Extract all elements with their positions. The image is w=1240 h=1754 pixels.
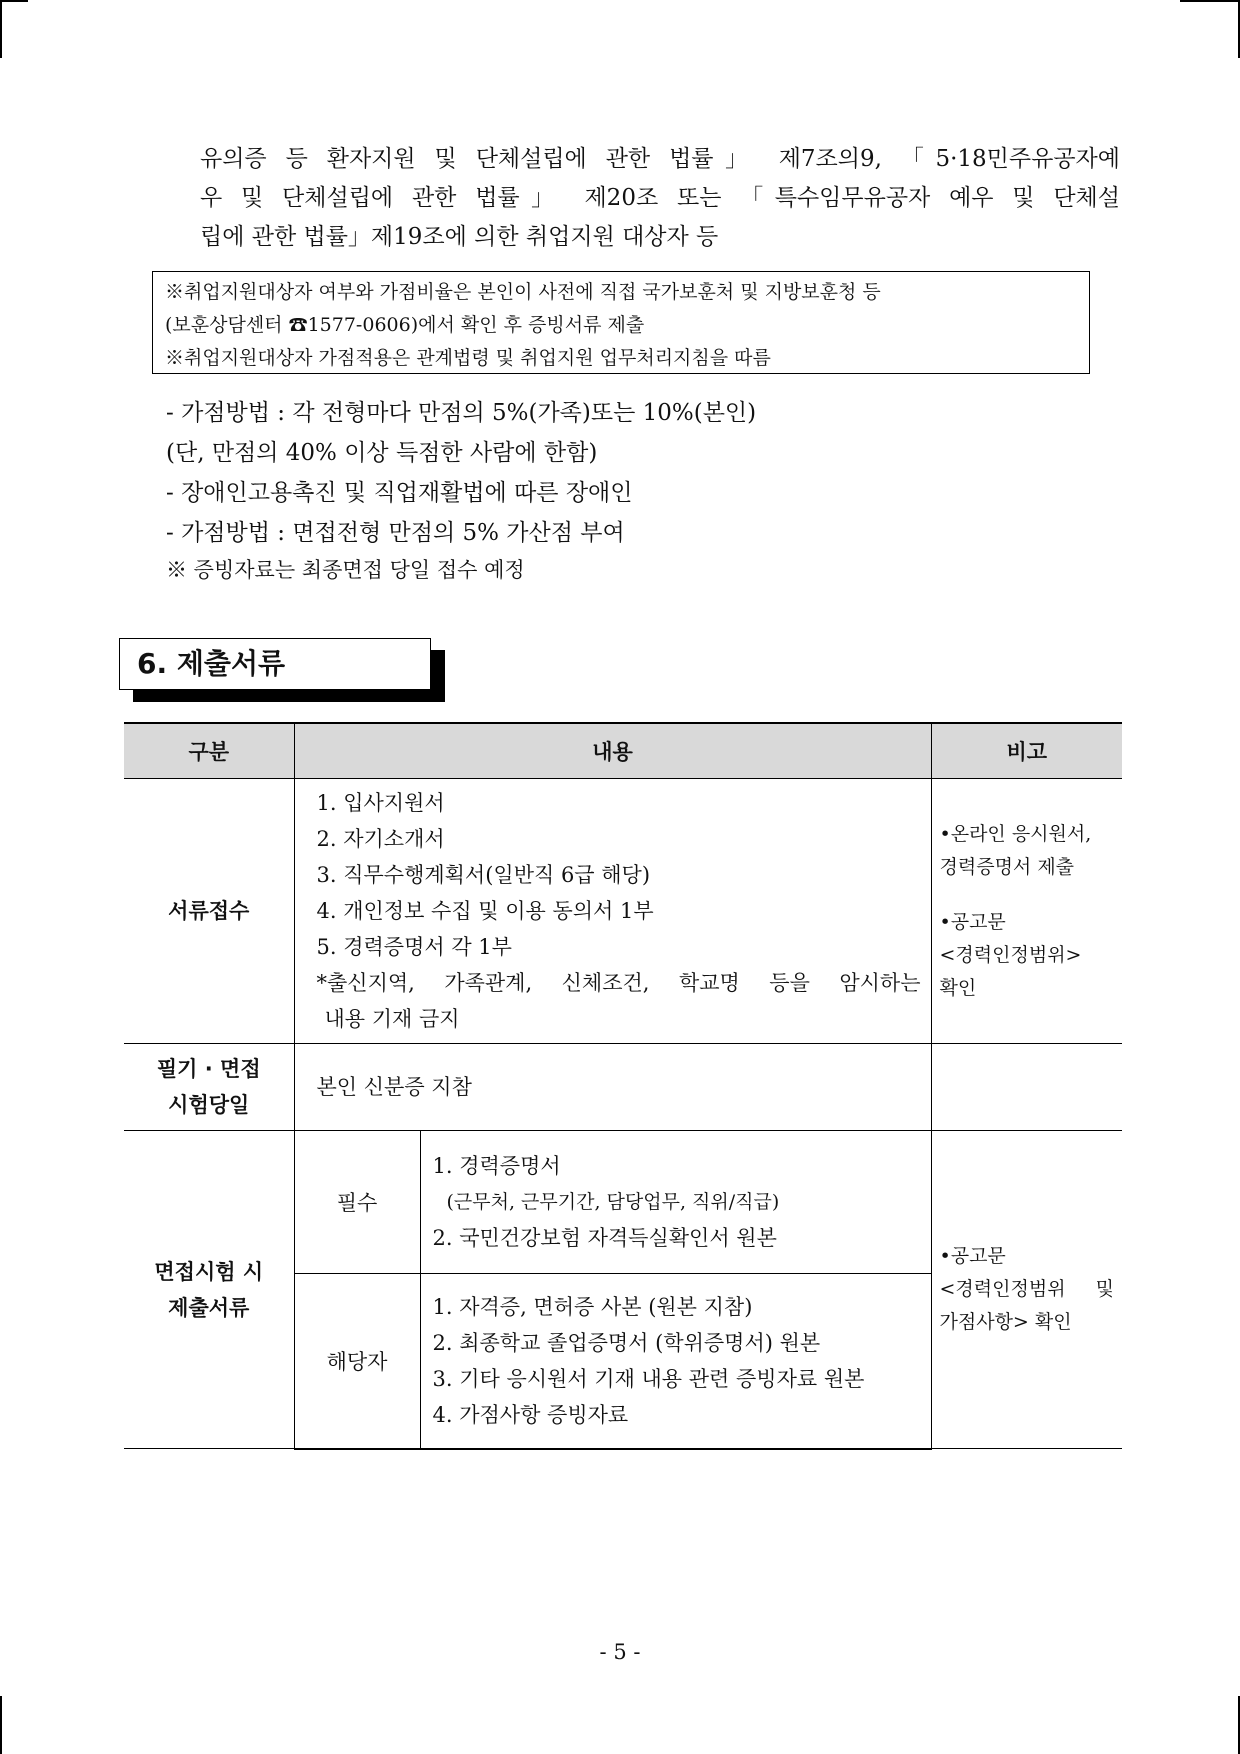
- crop-mark-top-left-h: [0, 0, 28, 2]
- remark-line: •공고문: [939, 1245, 1006, 1267]
- remark-line: 확인: [939, 976, 977, 999]
- list-item: (근무처, 근무기간, 담당업무, 직위/직급): [446, 1191, 780, 1213]
- sub-label-applicable: 해당자: [294, 1274, 420, 1449]
- row-label-line: 면접시험 시: [154, 1259, 264, 1284]
- bullet-item: - 장애인고용촉진 및 직업재활법에 따른 장애인: [166, 480, 633, 506]
- row-label-line: 제출서류: [168, 1295, 250, 1320]
- remark-line: 경력증명서 제출: [939, 855, 1075, 878]
- bullet-item: ※ 증빙자료는 최종면접 당일 접수 예정: [166, 558, 525, 582]
- remark-line: <경력인정범위>: [939, 943, 1082, 966]
- remark-line: <경력인정범위 및: [939, 1278, 1115, 1300]
- row-label-line: 시험당일: [168, 1093, 250, 1117]
- documents-list: [294, 779, 931, 1044]
- crop-mark-bottom-left: [0, 1696, 2, 1754]
- crop-mark-top-left: [0, 0, 2, 58]
- applicable-list: [420, 1274, 931, 1449]
- notice-line: ※취업지원대상자 여부와 가점비율은 본인이 사전에 직접 국가보훈처 및 지방보훈청 등: [165, 281, 881, 303]
- intro-line: 립에 관한 법률」제19조에 의한 취업지원 대상자 등: [200, 224, 719, 250]
- row-label-line: 필기 · 면접: [156, 1057, 261, 1081]
- section-heading: 6. 제출서류: [119, 638, 431, 690]
- list-item: 2. 자기소개서: [316, 827, 445, 851]
- documents-table: [124, 722, 1122, 1450]
- row-label-interview: [124, 1131, 294, 1449]
- list-item: 5. 경력증명서 각 1부: [316, 935, 512, 959]
- table-header-row: [124, 723, 1122, 779]
- remark-line: •온라인 응시원서,: [939, 822, 1092, 845]
- list-item: 3. 기타 응시원서 기재 내용 관련 증빙자료 원본: [432, 1366, 865, 1391]
- list-item: 1. 경력증명서: [432, 1154, 561, 1178]
- header-category: 구분: [124, 723, 294, 779]
- sub-label-required: 필수: [294, 1131, 420, 1274]
- remark-spacer: [940, 884, 1115, 906]
- intro-line: 우 및 단체설립에 관한 법률」 제20조 또는 「특수임무유공자 예우 및 단체설: [200, 185, 1120, 211]
- list-item: 내용 기재 금지: [324, 1007, 460, 1031]
- notice-box: [152, 271, 1090, 374]
- list-item: 1. 입사지원서: [316, 791, 445, 815]
- exam-day-content: [294, 1044, 931, 1131]
- header-remarks: 비고: [931, 723, 1122, 779]
- notice-line: ※취업지원대상자 가점적용은 관계법령 및 취업지원 업무처리지침을 따름: [165, 347, 771, 369]
- table-row-interview-required: [124, 1131, 1122, 1274]
- table-row-documents: [124, 779, 1122, 1044]
- header-content: 내용: [294, 723, 931, 779]
- list-item: 2. 국민건강보험 자격득실확인서 원본: [432, 1226, 777, 1250]
- crop-mark-top-right-h: [1180, 0, 1240, 2]
- bullet-item: - 가점방법 : 각 전형마다 만점의 5%(가족)또는 10%(본인): [166, 400, 757, 426]
- list-item: 4. 개인정보 수집 및 이용 동의서 1부: [316, 899, 654, 923]
- list-item: *출신지역, 가족관계, 신체조건, 학교명 등을 암시하는: [316, 971, 921, 995]
- row-label-exam-day: [124, 1044, 294, 1131]
- list-item: 3. 직무수행계획서(일반직 6급 해당): [316, 863, 651, 887]
- list-item: 2. 최종학교 졸업증명서 (학위증명서) 원본: [432, 1330, 821, 1355]
- documents-remarks: [931, 779, 1122, 1044]
- interview-remarks: [931, 1131, 1122, 1449]
- list-item: 1. 자격증, 면허증 사본 (원본 지참): [432, 1294, 753, 1319]
- remark-line: •공고문: [939, 910, 1006, 933]
- intro-paragraph: [200, 140, 1120, 257]
- notice-line: (보훈상담센터 ☎1577-0606)에서 확인 후 증빙서류 제출: [165, 314, 645, 336]
- bullet-item: - 가점방법 : 면접전형 만점의 5% 가산점 부여: [166, 520, 625, 546]
- list-item: 본인 신분증 지참: [316, 1075, 472, 1099]
- list-item: 4. 가점사항 증빙자료: [432, 1402, 629, 1427]
- intro-line: 유의증 등 환자지원 및 단체설립에 관한 법률」 제7조의9, 「5·18민주유공자예: [200, 146, 1120, 172]
- remark-line: 가점사항> 확인: [939, 1311, 1072, 1333]
- bullet-item: (단, 만점의 40% 이상 득점한 사람에 한함): [166, 440, 598, 466]
- page-number: - 5 -: [599, 1640, 641, 1664]
- exam-day-remarks: [931, 1044, 1122, 1131]
- required-list: [420, 1131, 931, 1274]
- row-label-documents: 서류접수: [124, 779, 294, 1044]
- table-row-exam-day: [124, 1044, 1122, 1131]
